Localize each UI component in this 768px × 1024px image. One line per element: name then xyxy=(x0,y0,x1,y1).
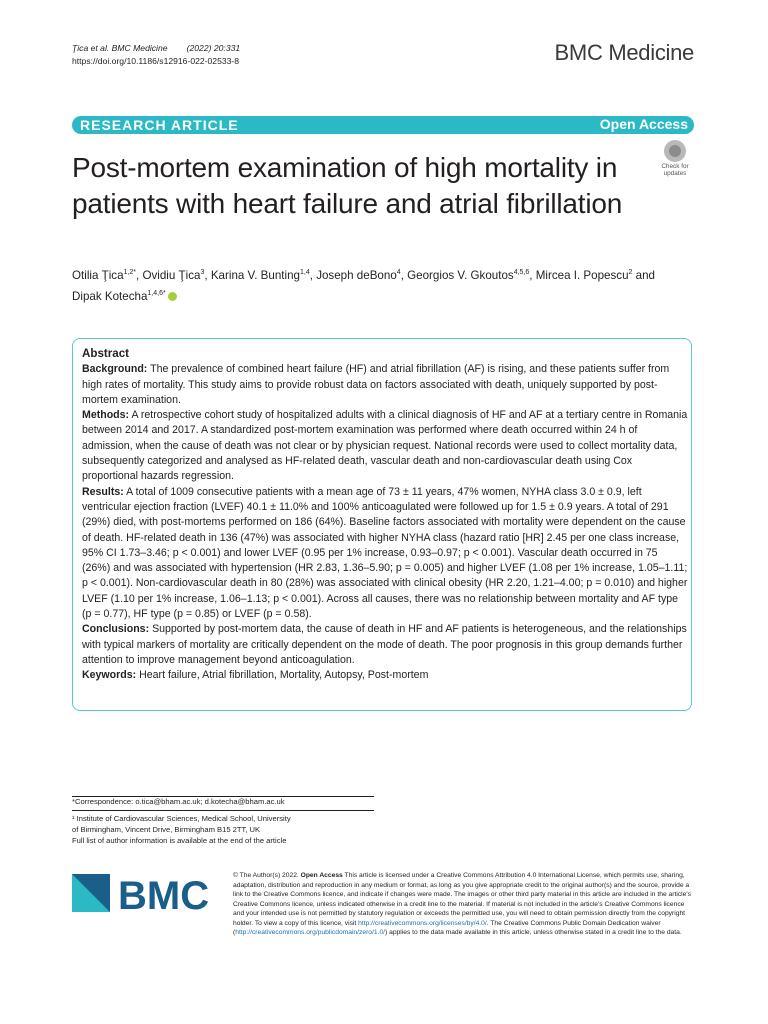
article-type-label: RESEARCH ARTICLE xyxy=(80,117,239,133)
check-updates-label-2: updates xyxy=(663,170,687,177)
background-text: The prevalence of combined heart failure (HF) and atrial fibrillation (AF) is rising, and these patients suffer from high rates of mortality. This study aims to provide robust data on factors associated with death, uniquely supported by post-mortem examination. xyxy=(82,363,670,406)
abstract xyxy=(82,346,688,684)
cc0-link[interactable]: http://creativecommons.org/publicdomain/zero/1.0/ xyxy=(235,929,386,936)
author-name: Dipak Kotecha xyxy=(72,289,148,303)
citation-authors: Ţica et al. BMC Medicine xyxy=(72,43,168,53)
article-title: Post-mortem examination of high mortality in patients with heart failure and atrial fibrillation xyxy=(72,152,623,219)
author-affiliation: 2 xyxy=(628,269,633,276)
license-text: © The Author(s) 2022. Open Access This article is licensed under a Creative Commons Attribution 4.0 International License, which permits use, sharing, adaptation, distribution and reproduction in any medium or format, as long as you give appropriate credit to the original author(s) and the source, provide a link to the Creative Commons licence, and indicate if changes were made. The images or other third party material in this article are included in the article's Creative Commons licence, unless indicated otherwise in a credit line to the material. If material is not included in the article's Creative Commons licence and your intended use is not permitted by statutory regulation or exceeds the permitted use, you will need to obtain permission directly from the copyright holder. To view a copy of this licence, visit http://creativecommons.org/licenses/by/4.0/. The Creative Commons Public Domain Dedication waiver (http://creativecommons.org/publicdomain/zero/1.0/) applies to the data made available in this article, unless otherwise stated in a credit line to the data. xyxy=(233,872,691,936)
check-for-updates-badge[interactable] xyxy=(654,140,696,182)
cc-by-link[interactable]: http://creativecommons.org/licenses/by/4.0/ xyxy=(358,919,487,927)
orcid-icon[interactable] xyxy=(168,292,177,301)
author-list: Otilia Ţica$^{1,2*}$, Ovidiu Ţica$^3$, Karina V. Bunting$^{1,4}$, Joseph deBono$^4$, Georgios V. Gkoutos$^{4,5,6}$, Mircea I. Popescu$^2$ and Dipak Kotecha$^{1,4,6*}$ xyxy=(72,268,656,303)
bmc-logo xyxy=(72,870,214,916)
author-affiliation: 4,5,6 xyxy=(513,269,530,276)
check-for-updates-icon xyxy=(664,140,686,162)
conclusions-label: Conclusions: xyxy=(82,623,150,636)
affiliation-note: ¹ Institute of Cardiovascular Sciences, Medical School, University of Birmingham, Vincent Drive, Birmingham B15 2TT, UK Full list of author information is available at the end of the article xyxy=(72,814,291,845)
bmc-logo-text: BMC xyxy=(118,874,210,916)
results-text: A total of 1009 consecutive patients with a mean age of 73 ± 11 years, 47% women, NYHA class 3.0 ± 0.9, left ventricular ejection fraction (LVEF) 40.1 ± 11.0% and 100% anticoagulated were followed up for 1.5 ± 0.9 years. A total of 291 (29%) died, with post-mortems performed on 186 (64%). Baseline factors associated with mortality were dependent on the cause of death. HF-related death in 136 (47%) was associated with higher NYHA class (hazard ratio [HR] 2.45 per one class increase, 95% CI 1.73–3.46; p < 0.001) and lower LVEF (0.95 per 1% increase, 0.93–0.97; p < 0.001). Vascular death occurred in 75 (26%) and was associated with hypertension (HR 2.83, 1.36–5.90; p = 0.005) and higher LVEF (1.08 per 1% increase, 1.05–1.11; p < 0.001). Non-cardiovascular death in 80 (28%) was associated with clinical obesity (HR 2.20, 1.21–4.00; p = 0.010) and higher LVEF (1.10 per 1% increase, 1.06–1.13; p < 0.001). Across all causes, there was no relationship between mortality and AF type (p = 0.77), HF type (p = 0.85) or LVEF (p = 0.58). xyxy=(82,485,688,621)
abstract-methods xyxy=(82,408,688,484)
conclusions-text: Supported by post-mortem data, the cause of death in HF and AF patients is heterogeneous, and the relationships with typical markers of mortality are critically dependent on the mode of death. The poor prognosis in this group demands further attention to improve management beyond anticoagulation. xyxy=(82,623,687,666)
author-name: Otilia Ţica xyxy=(72,268,124,282)
background-label: Background: xyxy=(82,363,148,376)
author-name: Joseph deBono xyxy=(316,268,397,282)
open-access-bold: Open Access xyxy=(300,872,343,879)
results-label: Results: xyxy=(82,485,124,498)
open-access-label: Open Access xyxy=(599,116,688,132)
footnote-divider xyxy=(72,810,374,811)
author-affiliation: 1,4 xyxy=(300,269,310,276)
journal-name: BMC Medicine xyxy=(554,40,694,65)
keywords-label: Keywords: xyxy=(82,669,137,682)
abstract-heading: Abstract xyxy=(82,347,130,360)
abstract-conclusions xyxy=(82,622,688,668)
abstract-background xyxy=(82,362,688,408)
author-name: Mircea I. Popescu xyxy=(535,268,629,282)
article-type-banner xyxy=(72,116,694,134)
abstract-results xyxy=(82,485,688,623)
keywords-text: Heart failure, Atrial fibrillation, Mortality, Autopsy, Post-mortem xyxy=(139,669,429,682)
citation-header xyxy=(72,42,240,67)
abstract-keywords xyxy=(82,668,688,683)
correspondence-note[interactable]: *Correspondence: o.tica@bham.ac.uk; d.kotecha@bham.ac.uk xyxy=(72,797,285,806)
methods-label: Methods: xyxy=(82,409,130,422)
doi-link[interactable]: https://doi.org/10.1186/s12916-022-02533-8 xyxy=(72,55,240,66)
check-updates-label-1: Check for xyxy=(661,163,689,170)
author-affiliation: 3 xyxy=(200,269,205,276)
citation-year-volume: (2022) 20:331 xyxy=(186,43,241,53)
author-name: Karina V. Bunting xyxy=(210,268,300,282)
author-affiliation: 1,2* xyxy=(123,269,137,276)
author-affiliation: 4 xyxy=(396,269,401,276)
methods-text: A retrospective cohort study of hospitalized adults with a clinical diagnosis of HF and AF at a tertiary centre in Romania between 2014 and 2017. A standardized post-mortem examination was performed where death occurred within 24 h of admission, when the cause of death was not clear or by physician request. National records were used to collect mortality data, subsequently categorized and analysed as HF-related death, vascular death and non-cardiovascular death using Cox proportional hazards regression. xyxy=(82,409,688,483)
author-name: Ovidiu Ţica xyxy=(142,268,201,282)
author-affiliation: 1,4,6* xyxy=(147,289,166,297)
author-name: Georgios V. Gkoutos xyxy=(407,268,514,282)
